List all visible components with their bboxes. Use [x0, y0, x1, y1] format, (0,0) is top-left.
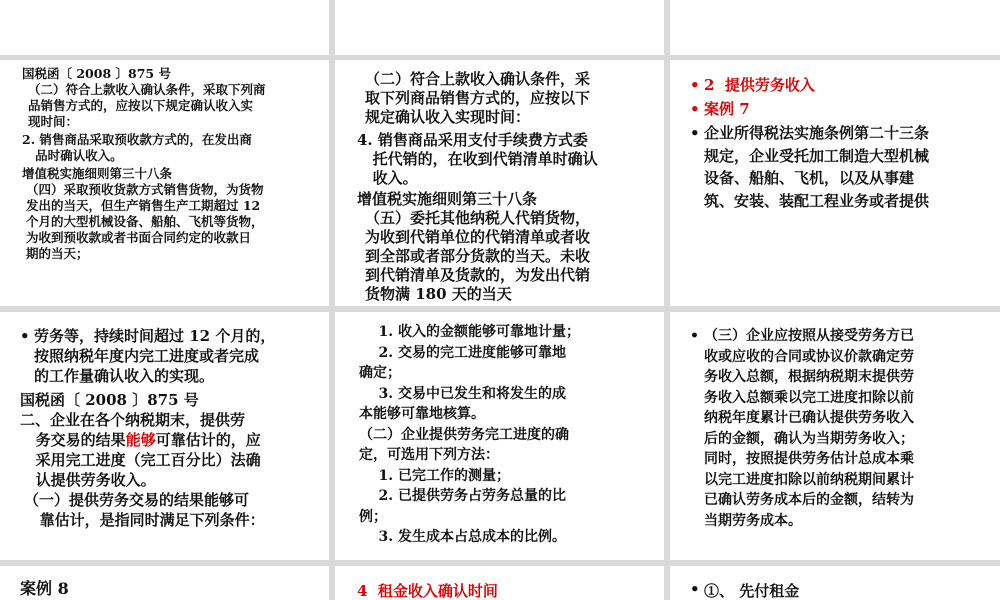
- section-heading: 4 租金收入确认时间: [357, 582, 498, 600]
- slide-panel-r4-left: [0, 566, 329, 600]
- bullet-paragraph: • 劳务等，持续时间超过 12 个月的， 按照纳税年度内完工进度或者完成 的工作量确认收入的实现。: [34, 326, 326, 386]
- bullet-heading: • 案例 7: [704, 98, 996, 120]
- slide-panel-r4-middle: [335, 566, 664, 600]
- doc-reference: 国税函〔 2008 〕875 号: [20, 391, 199, 409]
- section-heading: 增值税实施细则第三十八条: [357, 190, 538, 208]
- paragraph-text: 可靠估计的，应 采用完工进度（完工百分比）法确 认提供劳务收入。: [35, 431, 261, 489]
- slide-panel-r4-right: [670, 566, 1000, 600]
- bullet-paragraph: • 企业所得税法实施条例第二十三条 规定，企业受托加工制造大型机械 设备、船舶、飞机，以及从事建 筑、安装、装配工程业务或者提供: [704, 122, 996, 212]
- slide-panel-r3-right: [670, 312, 1000, 560]
- doc-reference: 国税函〔 2008 〕875 号: [22, 66, 171, 81]
- paragraph: （五）委托其他纳税人代销货物， 为收到代销单位的代销清单或者收 到全部或者部分货款的当天。未收 到代销清单及货款的，为发出代销 货物满 180 天的当天: [365, 209, 591, 303]
- slide-panel-r1-left: [0, 0, 329, 55]
- highlighted-text: 能够: [125, 431, 156, 449]
- case-title: 案例 8: [20, 579, 69, 598]
- paragraph: 1. 收入的金额能够可靠地计量； 2. 交易的完工进度能够可靠地 确定； 3. 交易中已发生和将发生的成 本能够可靠地核算。 （二）企业提供劳务完工进度的确 定，可选用下列方法： 1. 已完工作的测量； 2. 已提供劳务占劳务总量的比 例； 3. 发生成本占总成本的比例。: [359, 324, 580, 545]
- paragraph: 4. 销售商品采用支付手续费方式委 托代销的，在收到代销清单时确认 收入。: [357, 131, 598, 187]
- slide-panel-r2-middle: [335, 60, 664, 306]
- paragraph: （四）采取预收货款方式销售货物，为货物 发出的当天，但生产销售生产工期超过 12 个月的大型机械设备、船舶、飞机等货物， 为收到预收款或者书面合同约定的收款日 期的当天；: [26, 182, 264, 261]
- slide-panel-r3-left: [0, 312, 329, 560]
- paragraph-text: 二、企业在各个纳税期末，提供劳 务交易的结果: [20, 411, 246, 449]
- slide-panel-r2-left: [0, 60, 329, 306]
- paragraph: （一）提供劳务交易的结果能够可 靠估计，是指同时满足下列条件：: [24, 491, 265, 529]
- slide-panel-r1-middle: [335, 0, 664, 55]
- slide-panel-r3-middle: [335, 312, 664, 560]
- bullet-paragraph: • （三）企业应按照从接受劳务方已 收或应收的合同或协议价款确定劳 务收入总额，根据纳税期末提供劳 务收入总额乘以完工进度扣除以前 纳税年度累计已确认提供劳务收入 后的金额，确认为当期劳务收入； 同时，按照提供劳务估计总成本乘 以完工进度扣除以前纳税期间累计 已确认劳务成本后的金额，结转为 当期劳务成本。: [704, 326, 996, 531]
- paragraph: （二）符合上款收入确认条件，采取下列商 品销售方式的，应按以下规定确认收入实 现时间：: [28, 82, 266, 129]
- bullet-heading: • ①、 先付租金: [704, 580, 799, 600]
- slide-panel-r1-right: [670, 0, 1000, 55]
- section-heading: 增值税实施细则第三十八条: [22, 166, 173, 181]
- bullet-heading: • 2 提供劳务收入: [704, 74, 996, 96]
- paragraph: 2. 销售商品采取预收款方式的，在发出商 品时确认收入。: [22, 132, 252, 163]
- slide-panel-r2-right: [670, 60, 1000, 306]
- paragraph-rich: [20, 410, 326, 490]
- paragraph: （二）符合上款收入确认条件，采 取下列商品销售方式的，应按以下 规定确认收入实现时间：: [365, 70, 591, 126]
